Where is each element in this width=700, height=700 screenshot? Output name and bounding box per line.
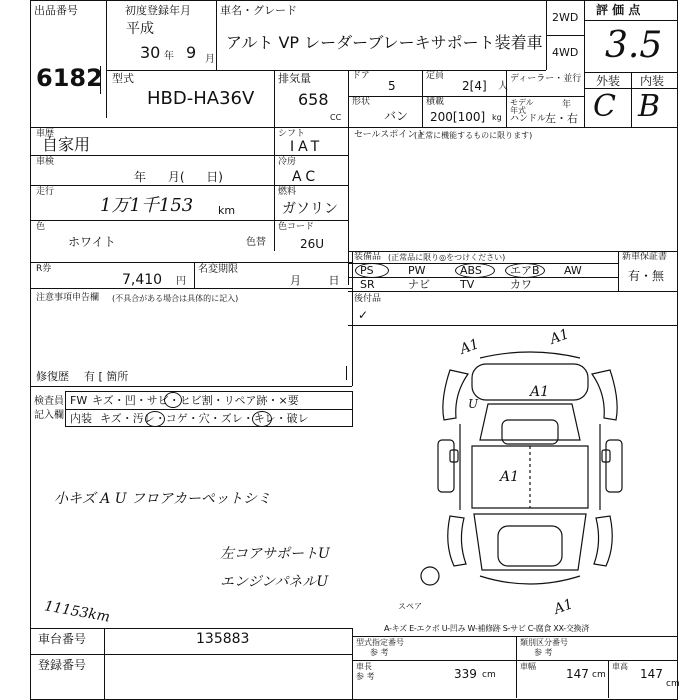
divider [352, 251, 353, 386]
year-unit: 年 [164, 51, 174, 62]
height-label: 車高 [612, 662, 628, 671]
damage-mark: A1 [530, 384, 550, 400]
divider [274, 220, 348, 221]
color: ホワイト [68, 235, 116, 249]
divider [352, 660, 678, 661]
shaken-label: 車検 [36, 157, 55, 167]
damage-mark: A1 [551, 596, 576, 618]
divider [348, 291, 678, 292]
car-name: アルト VP レーダーブレーキサポート装着車 [226, 33, 543, 52]
divider [30, 288, 352, 289]
divider [106, 70, 546, 71]
color-code: 26U [300, 237, 325, 251]
divider [348, 70, 349, 127]
designation-label: 型式指定番号 [356, 638, 404, 647]
mileage-hand: 1万1千153 [100, 195, 194, 216]
capacity: 2[4] [462, 79, 487, 93]
color-change-label: 色替 [246, 237, 266, 248]
width-unit: cm [592, 670, 606, 680]
divider [584, 20, 678, 21]
int-items: キズ・汚レ・コゲ・穴・ズレ・キレ・破レ [100, 412, 309, 425]
recycle-yen: 円 [176, 276, 186, 287]
divider [30, 386, 352, 387]
equipment-row1-item: PS [360, 264, 374, 277]
repair-label: 修復歴 [36, 370, 69, 383]
equipment-row1-item: AW [564, 264, 582, 277]
sales-point-sub: (正常に機能するものに限ります) [414, 131, 533, 140]
equipment-row1-item: エアB [510, 264, 540, 277]
divider [618, 251, 619, 291]
width: 147 [566, 667, 589, 681]
shift: IAT [290, 139, 324, 155]
ac: AC [292, 169, 320, 185]
divider [348, 251, 349, 285]
divider [194, 262, 195, 288]
remark-line-2: 左コアサポートU [220, 546, 330, 562]
circle-mark [164, 392, 182, 408]
divider [30, 262, 352, 263]
divider [422, 96, 584, 97]
displacement-label: 排気量 [278, 72, 311, 85]
divider [104, 628, 105, 700]
divider [30, 654, 352, 655]
ext-label: FW [70, 394, 88, 407]
inspector-label-1: 検査員 [34, 396, 64, 407]
divider [106, 0, 107, 118]
expiry-label: 名変期限 [198, 264, 238, 275]
usage-label: 車歴 [36, 129, 55, 139]
dealer-label: ディーラー・並行 [510, 74, 582, 84]
divider [631, 72, 632, 127]
color-label: 色 [36, 222, 46, 232]
height-unit: cm [666, 679, 680, 689]
divider [274, 185, 348, 186]
displacement-unit: CC [330, 113, 342, 122]
recycle-label: R券 [36, 264, 52, 274]
ac-label: 冷房 [278, 157, 297, 167]
displacement: 658 [298, 90, 329, 109]
divider [274, 70, 275, 127]
divider [274, 155, 348, 156]
sales-point-label: セールスポイント [354, 130, 426, 140]
chassis-number: 135883 [196, 631, 250, 647]
score: 3.5 [605, 25, 663, 66]
divider [352, 636, 678, 637]
drive-2wd: 2WD [552, 11, 579, 24]
equipment-sub: (正常品に限り◎をつけください) [388, 253, 506, 262]
mileage-note: 11153km [43, 598, 112, 626]
designation-ref: 参 考 [370, 648, 389, 657]
aftermarket-mark: ✓ [358, 308, 369, 322]
equipment-circle-mark [455, 263, 495, 278]
remark-line-1: 小キズ A U フロアカーペットシミ [54, 491, 271, 507]
lot-tick [100, 66, 101, 94]
repair-value: 有 [ 箇所 [84, 370, 129, 383]
repair-bracket [346, 366, 347, 380]
usage: 自家用 [42, 135, 91, 154]
equipment-circle-mark [355, 263, 389, 278]
exterior-grade: C [593, 89, 616, 124]
load-unit: kg [492, 113, 502, 122]
reg-year: 30 [140, 43, 161, 62]
capacity-label: 定員 [426, 71, 445, 81]
divider [422, 70, 423, 127]
width-label: 車幅 [520, 662, 536, 671]
divider [30, 127, 678, 128]
door-label: ドア [352, 71, 370, 81]
shaken-value: 年 月( 日) [134, 170, 223, 184]
divider [516, 636, 517, 698]
warranty-value: 有・無 [628, 269, 665, 283]
equipment-row2-item: ナビ [408, 278, 430, 291]
lot-number: 6182 [36, 64, 103, 92]
reg-month: 9 [186, 43, 197, 62]
reg-number-label: 登録番号 [38, 658, 87, 672]
equipment-row1-item: PW [408, 264, 426, 277]
body-label: 形状 [352, 97, 371, 107]
equipment-circle-mark [505, 263, 545, 278]
model-year-suffix: 年 [562, 100, 572, 110]
divider [30, 628, 352, 629]
equipment-label: 装備品 [354, 252, 382, 262]
damage-mark: A1 [547, 326, 572, 348]
drive-4wd: 4WD [552, 46, 579, 59]
equipment-row2-item: TV [460, 278, 475, 291]
car-diagram [410, 330, 650, 610]
circle-mark [252, 411, 272, 427]
ext-items: キズ・凹・サビ・ヒビ割・リペア跡・×要 [92, 394, 299, 407]
circle-mark [145, 411, 165, 427]
damage-mark: A1 [457, 336, 482, 358]
model-code: HBD-HA36V [147, 88, 255, 109]
equipment-row2-item: カワ [510, 278, 532, 291]
divider [546, 35, 584, 36]
expiry-value: 月 日 [290, 274, 340, 287]
era: 平成 [126, 21, 154, 37]
exterior-label: 外装 [596, 74, 621, 88]
length-unit: cm [482, 670, 496, 680]
color-code-label: 色コード [278, 222, 315, 232]
interior-grade: B [638, 89, 661, 124]
notes-sub: (不具合がある場合は具体的に記入) [112, 294, 239, 303]
load-label: 積載 [426, 97, 445, 107]
capacity-unit: 人 [498, 81, 508, 92]
equipment-row1-item: ABS [460, 264, 482, 277]
fuel: ガソリン [282, 201, 338, 217]
interior-label: 内装 [640, 74, 665, 88]
warranty-label: 新車保証書 [622, 252, 668, 262]
model-year-label: モデル 年式 [510, 98, 534, 116]
divider [274, 127, 275, 251]
lot-label: 出品番号 [34, 4, 78, 17]
equipment-row2-item: SR [360, 278, 375, 291]
doors: 5 [388, 79, 396, 93]
car-name-label: 車名・グレード [220, 4, 297, 17]
length: 339 [454, 667, 477, 681]
divider [352, 628, 353, 700]
mileage-label: 走行 [36, 187, 55, 197]
score-label: 評 価 点 [596, 3, 641, 17]
damage-mark: A1 [500, 469, 520, 485]
chassis-label: 車台番号 [38, 632, 87, 646]
body: バン [384, 109, 409, 123]
model-label: 型式 [112, 72, 134, 85]
length-label: 車長 [356, 662, 372, 671]
shift-label: シフト [278, 129, 306, 139]
aftermarket-label: 後付品 [354, 294, 382, 304]
int-label: 内装 [70, 412, 92, 425]
divider [216, 0, 217, 70]
handle-label: ハンドル [510, 114, 547, 124]
category-ref: 参 考 [534, 648, 553, 657]
inspector-label-2: 記入欄 [34, 410, 64, 421]
remark-line-3: エンジンパネルU [220, 574, 329, 590]
length-ref: 参 考 [356, 672, 375, 681]
spare-label: スペア [398, 602, 422, 611]
divider [348, 127, 349, 251]
height: 147 [640, 667, 663, 681]
fuel-label: 燃料 [278, 187, 297, 197]
damage-mark: U [468, 397, 479, 411]
auction-sheet [30, 0, 678, 700]
category-label: 類別区分番号 [520, 638, 568, 647]
notes-label: 注意事項申告欄 [36, 293, 100, 303]
handle: 左・右 [545, 112, 578, 125]
divider [506, 70, 507, 127]
month-unit: 月 [205, 54, 215, 65]
divider [348, 325, 678, 326]
load: 200[100] [430, 110, 486, 124]
recycle-amount: 7,410 [122, 272, 163, 288]
divider [608, 660, 609, 698]
damage-legend: A-キズ E-エクボ U-凹み W-補修跡 S-サビ C-腐食 XX-交換済 [384, 624, 589, 633]
mileage-unit: km [218, 204, 236, 217]
first-reg-label: 初度登録年月 [125, 4, 191, 17]
front-bumper-outline [480, 352, 580, 358]
divider [65, 409, 353, 410]
